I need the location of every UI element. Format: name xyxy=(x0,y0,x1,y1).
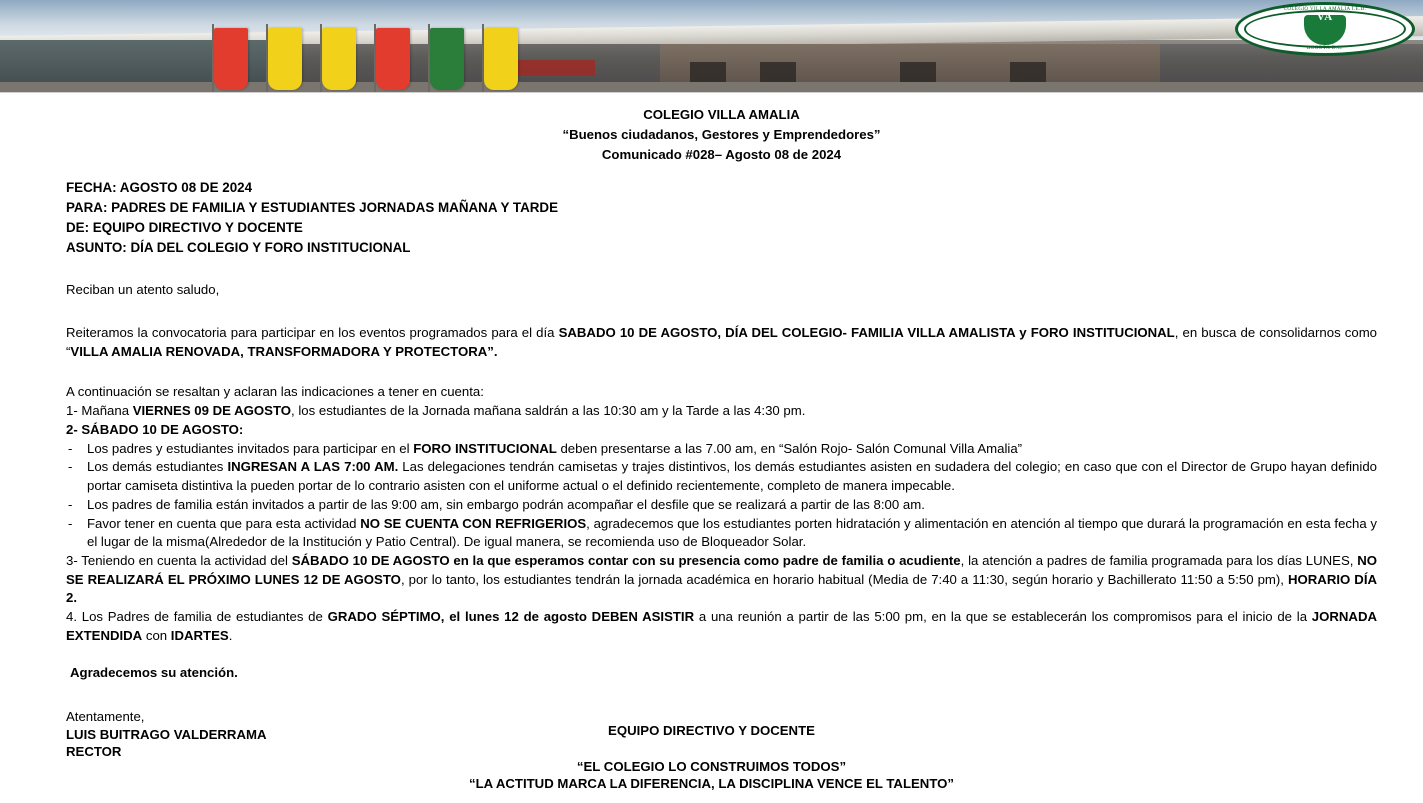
document-body xyxy=(0,93,1423,791)
item4-text-4: . xyxy=(228,627,233,643)
list-item xyxy=(66,515,1377,552)
item4-text-3: con xyxy=(142,627,171,643)
item4-bold-3: IDARTES xyxy=(170,627,229,643)
item3-bold-3: HORARIO DÍA 2. xyxy=(66,571,1378,606)
header-photo-banner xyxy=(0,0,1423,93)
list-item xyxy=(66,458,1377,495)
dash-marker: - xyxy=(68,496,73,512)
signature-role: RECTOR xyxy=(66,744,122,760)
item1-text-1: 1- Mañana xyxy=(66,403,133,419)
intro-bold-2: VILLA AMALIA RENOVADA, TRANSFORMADORA Y PROTECTORA”. xyxy=(70,343,498,359)
bullet3-text-1: Los padres de familia están invitados a partir de las 9:00 am, sin embargo podrán acompañar el desfile que se realizará a partir de las 8:00 am. xyxy=(87,496,925,512)
item4-bold-2: JORNADA EXTENDIDA xyxy=(66,609,1377,643)
thanks-line: Agradecemos su atención. xyxy=(70,664,238,680)
seal-monogram: VA xyxy=(1316,11,1334,23)
school-seal-logo xyxy=(1235,2,1415,56)
numbered-item-2-title: 2- SÁBADO 10 DE AGOSTO: xyxy=(66,421,244,437)
seal-bottom-text: BOGOTÁ D.C. xyxy=(1307,46,1343,51)
item3-text-3: , por lo tanto, los estudiantes tendrán la jornada académica en horario habitual (Media de 7:40 a 11:30, según horario y Bachillerato 11:50 a 5:50 pm), xyxy=(400,571,1288,587)
item4-bold-1: GRADO SÉPTIMO, el lunes 12 de agosto DEBEN ASISTIR xyxy=(327,609,695,625)
bullet4-bold-1: NO SE CUENTA CON REFRIGERIOS xyxy=(360,515,587,531)
item3-text-2: , la atención a padres de familia programada para los días LUNES, xyxy=(960,553,1358,569)
item3-bold-2: NO SE REALIZARÁ EL PRÓXIMO LUNES 12 DE AGOSTO xyxy=(66,553,1377,587)
item4-text-2: a una reunión a partir de las 5:00 pm, en la que se establecerán los compromisos para el inicio de la xyxy=(694,609,1312,625)
item1-bold-1: VIERNES 09 DE AGOSTO xyxy=(132,403,292,419)
lead-line: A continuación se resaltan y aclaran las indicaciones a tener en cuenta: xyxy=(66,384,484,400)
footer-slogan-1: “EL COLEGIO LO CONSTRUIMOS TODOS” xyxy=(576,758,847,774)
footer-block xyxy=(66,718,1357,795)
signature-closing: Atentamente, xyxy=(66,709,145,725)
intro-text-1: Reiteramos la convocatoria para participar en los eventos programados para el día xyxy=(66,324,559,340)
list-item xyxy=(66,440,1377,459)
dash-marker: - xyxy=(68,440,73,456)
bullet1-bold-1: FORO INSTITUCIONAL xyxy=(413,440,557,456)
seal-top-text: COLEGIO VILLA AMALIA I.E.D. xyxy=(1283,7,1367,12)
bullet2-bold-1: INGRESAN A LAS 7:00 AM. xyxy=(227,459,399,475)
item3-text-1: 3- Teniendo en cuenta la actividad del xyxy=(66,553,292,569)
item4-text-1: 4. Los Padres de familia de estudiantes de xyxy=(66,609,328,625)
meta-para: PARA: PADRES DE FAMILIA Y ESTUDIANTES JORNADAS MAÑANA Y TARDE xyxy=(66,200,559,216)
numbered-item-4 xyxy=(66,608,1377,645)
bullet2-text-1: Los demás estudiantes xyxy=(87,459,228,475)
bullet1-text-1: Los padres y estudiantes invitados para participar en el xyxy=(87,440,414,456)
intro-paragraph xyxy=(66,324,1377,361)
dash-marker: - xyxy=(68,459,73,475)
school-motto: “Buenos ciudadanos, Gestores y Emprendedores” xyxy=(562,126,881,142)
footer-team: EQUIPO DIRECTIVO Y DOCENTE xyxy=(608,723,815,739)
numbered-item-3 xyxy=(66,552,1377,608)
item1-text-2: , los estudiantes de la Jornada mañana saldrán a las 10:30 am y la Tarde a las 4:30 pm. xyxy=(291,403,806,419)
comunicado-number: Comunicado #028– Agosto 08 de 2024 xyxy=(601,146,842,162)
footer-slogan-2: “LA ACTITUD MARCA LA DIFERENCIA, LA DISCIPLINA VENCE EL TALENTO” xyxy=(469,775,954,791)
dash-marker: - xyxy=(68,515,73,531)
flag xyxy=(430,28,464,90)
meta-fecha: FECHA: AGOSTO 08 DE 2024 xyxy=(66,180,253,196)
flag xyxy=(214,28,248,90)
greeting-line: Reciban un atento saludo, xyxy=(66,282,220,298)
memo-meta xyxy=(66,178,1377,257)
bullet1-text-2: deben presentarse a las 7.00 am, en “Salón Rojo- Salón Comunal Villa Amalia” xyxy=(556,440,1023,456)
document-heading xyxy=(66,105,1377,164)
signature-and-footer xyxy=(66,708,1377,791)
signature-name: LUIS BUITRAGO VALDERRAMA xyxy=(66,726,267,742)
meta-de: DE: EQUIPO DIRECTIVO Y DOCENTE xyxy=(66,219,303,235)
saturday-bullet-list xyxy=(66,440,1377,552)
intro-bold-1: SABADO 10 DE AGOSTO, DÍA DEL COLEGIO- FAMILIA VILLA AMALISTA y FORO INSTITUCIONAL xyxy=(558,324,1175,340)
flag xyxy=(376,28,410,90)
bullet2-text-2: Las delegaciones tendrán camisetas y trajes distintivos, los demás estudiantes asisten en sudadera del colegio; en caso que con el Director de Grupo hayan definido portar camiseta distintiva la pueden portar de lo contrario asisten con el uniforme actual o el definido recientemente, completo de manera impecable. xyxy=(87,459,1377,494)
list-item xyxy=(66,496,1377,515)
bullet4-text-2: , agradecemos que los estudiantes porten hidratación y alimentación en atención al tiempo que durará la programación en esta fecha y el lugar de la misma(Alrededor de la Institución y Patio Central). De igual manera, se recomienda uso de Bloqueador Solar. xyxy=(87,515,1377,550)
meta-asunto: ASUNTO: DÍA DEL COLEGIO Y FORO INSTITUCIONAL xyxy=(66,239,411,255)
flag xyxy=(268,28,302,90)
item3-bold-1: SÁBADO 10 DE AGOSTO en la que esperamos contar con su presencia como padre de familia o acudiente xyxy=(291,553,961,569)
flag xyxy=(322,28,356,90)
numbered-item-1 xyxy=(66,402,1377,421)
bullet4-text-1: Favor tener en cuenta que para esta actividad xyxy=(87,515,361,531)
school-name: COLEGIO VILLA AMALIA xyxy=(643,107,800,122)
flag xyxy=(484,28,518,90)
intro-text-2: , en busca de consolidarnos como “ xyxy=(66,324,1378,359)
